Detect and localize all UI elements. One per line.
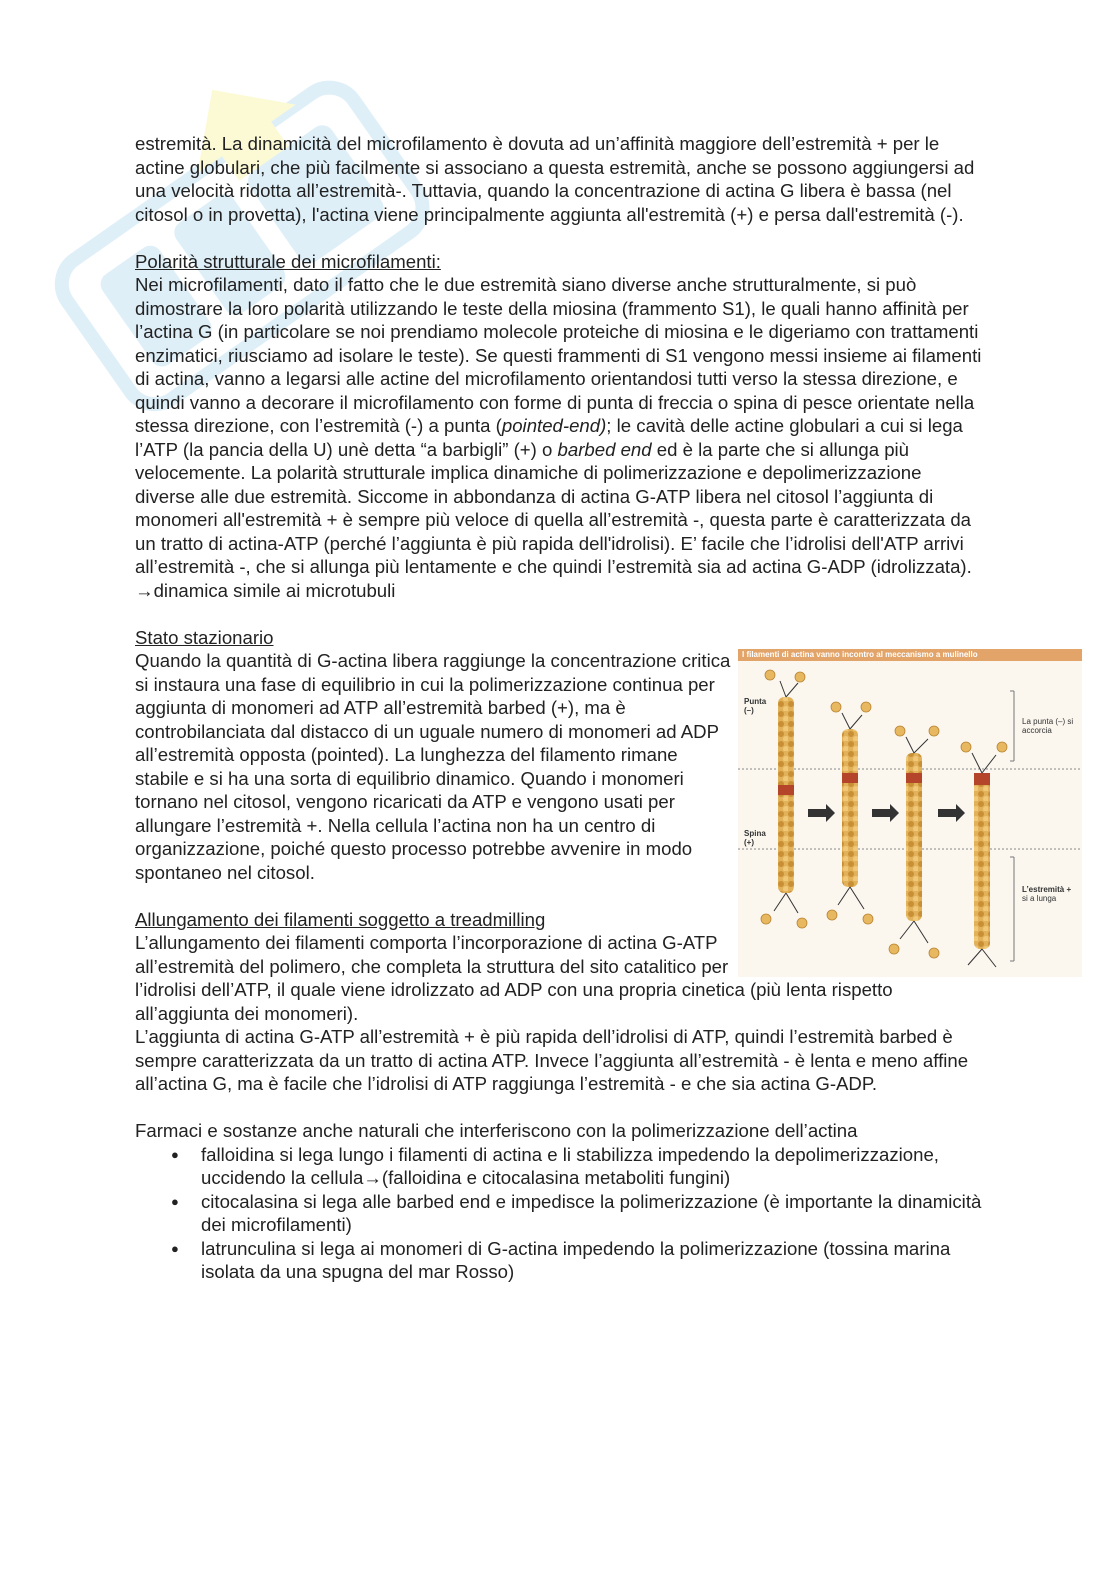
polarity-text-b: ; le cavità delle actine globulari a cui si lega l’ATP (la pancia della U) unè detta “a barbigli” (+) o xyxy=(135,415,963,460)
polarity-heading: Polarità strutturale dei microfilamenti: xyxy=(135,250,441,272)
list-item: ● latrunculina si lega ai monomeri di G-actina impedendo la polimerizzazione (tossina marina isolata da una spugna del mar Rosso) xyxy=(135,1237,985,1284)
barbed-end-term: barbed end xyxy=(557,438,652,460)
steady-state-heading: Stato stazionario xyxy=(135,626,274,648)
label-spina: Spina (+) xyxy=(744,829,766,847)
drugs-intro: Farmaci e sostanze anche naturali che interferiscono con la polimerizzazione dell’actina xyxy=(135,1120,858,1141)
figure-title: I filamenti di actina vanno incontro al meccanismo a mulinello xyxy=(738,649,1082,661)
filament-4 xyxy=(968,753,996,967)
intro-paragraph: estremità. La dinamicità del microfilamento è dovuta ad un’affinità maggiore dell’estremità + per le actine globulari, che più facilmente si associano a questa estremità, anche se possono aggiungersi ad una velocità ridotta all’estremità-. Tuttavia, quando la concentrazione di actina G libera è bassa (nel citosol o in provetta), l'actina viene principalmente aggiunta all'estremità (+) e persa dall'estremità (-). xyxy=(135,133,975,225)
document-body xyxy=(135,132,1074,1284)
treadmilling-paragraph-1: L’allungamento dei filamenti comporta l’incorporazione di actina G-ATP all’estremità del polimero, che completa la struttura del sito catalitico per l’idrolisi dell’ATP, il quale viene idrolizzato ad ADP con una propria cinetica (più lenta rispetto all’aggiunta dei monomeri). xyxy=(135,932,893,1024)
polarity-text-c: ed è la parte che si allunga più velocemente. La polarità strutturale implica dinamiche di polimerizzazione e depolimerizzazione diverse alle due estremità. Siccome in abbondanza di actina G-ATP libera nel citosol l’aggiunta di monomeri all'estremità + è sempre più veloce di quella all’estremità -, questa parte è caratterizzata da un tratto di actina-ATP (perché l’aggiunta è più rapida dell'idrolisi). E’ facile che l’idrolisi dell'ATP arrivi all’estremità -, che si allunga più lentamente e che quindi l’estremità sia ad actina G-ADP (idrolizzata). →dinamica simile ai microtubuli xyxy=(135,438,972,601)
filament-2 xyxy=(838,713,864,909)
treadmilling-paragraph-2: L’aggiunta di actina G-ATP all’estremità + è più rapida dell’idrolisi di ATP, quindi l’estremità barbed è sempre caratterizzata da un tratto di actina ATP. Invece l’aggiunta all’estremità - è lenta e meno affine all’actina G, ma è facile che l’idrolisi di ATP raggiunga l’estremità - e che sia actina G-ADP. xyxy=(135,1026,969,1094)
treadmilling-diagram xyxy=(738,661,1082,977)
figure-treadmilling xyxy=(738,649,1082,977)
filament-1 xyxy=(774,681,798,913)
note-spina-grows: L’estremità + si a lunga xyxy=(1022,885,1072,903)
drugs-list xyxy=(135,1143,985,1284)
list-item: ● falloidina si lega lungo i filamenti di actina e li stabilizza impedendo la depolimerizzazione, uccidendo la cellula→(falloidina e citocalasina metaboliti fungini) xyxy=(135,1143,985,1190)
list-item: ● citocalasina si lega alle barbed end e impedisce la polimerizzazione (è importante la dinamicità dei microfilamenti) xyxy=(135,1190,985,1237)
filament-3 xyxy=(900,737,928,943)
treadmilling-heading: Allungamento dei filamenti soggetto a treadmilling xyxy=(135,908,546,930)
steady-state-text: Quando la quantità di G-actina libera raggiunge la concentrazione critica si instaura una fase di equilibrio in cui la polimerizzazione continua per aggiunta di monomeri ad ATP all’estremità barbed (+), ma è controbilanciata dal distacco di un uguale numero di monomeri ad ADP all’estremità opposta (pointed). La lunghezza del filamento rimane stabile e si ha una sorta di equilibrio dinamico. Quando i monomeri tornano nel citosol, vengono ricaricati da ATP e vengono usati per allungare l’estremità +. Nella cellula l’actina non ha un centro di organizzazione, poiché questo processo potrebbe avvenire in modo spontaneo nel citosol. xyxy=(135,650,731,883)
steady-state-paragraph xyxy=(135,649,1074,903)
note-punta-shortens: La punta (–) si accorcia xyxy=(1022,717,1074,735)
label-punta: Punta (–) xyxy=(744,697,767,715)
polarity-text-a: Nei microfilamenti, dato il fatto che le due estremità siano diverse anche strutturalmente, si può dimostrare la loro polarità utilizzando le teste della miosina (frammento S1), le quali hanno affinità per l’actina G (in particolare se noi prendiamo molecole proteiche di miosina e le digeriamo con trattamenti enzimatici, riusciamo ad isolare le teste). Se questi frammenti di S1 vengono messi insieme ai filamenti di actina, vanno a legarsi alle actine del microfilamento orientandosi tutti verso la stessa direzione, e quindi vanno a decorare il microfilamento con forme di punta di freccia o spina di pesce orientate nella stessa direzione, con l’estremità (-) a punta ( xyxy=(135,274,982,436)
pointed-end-term: pointed-end) xyxy=(501,415,607,436)
process-arrows xyxy=(808,804,965,822)
polarity-paragraph xyxy=(135,273,985,602)
